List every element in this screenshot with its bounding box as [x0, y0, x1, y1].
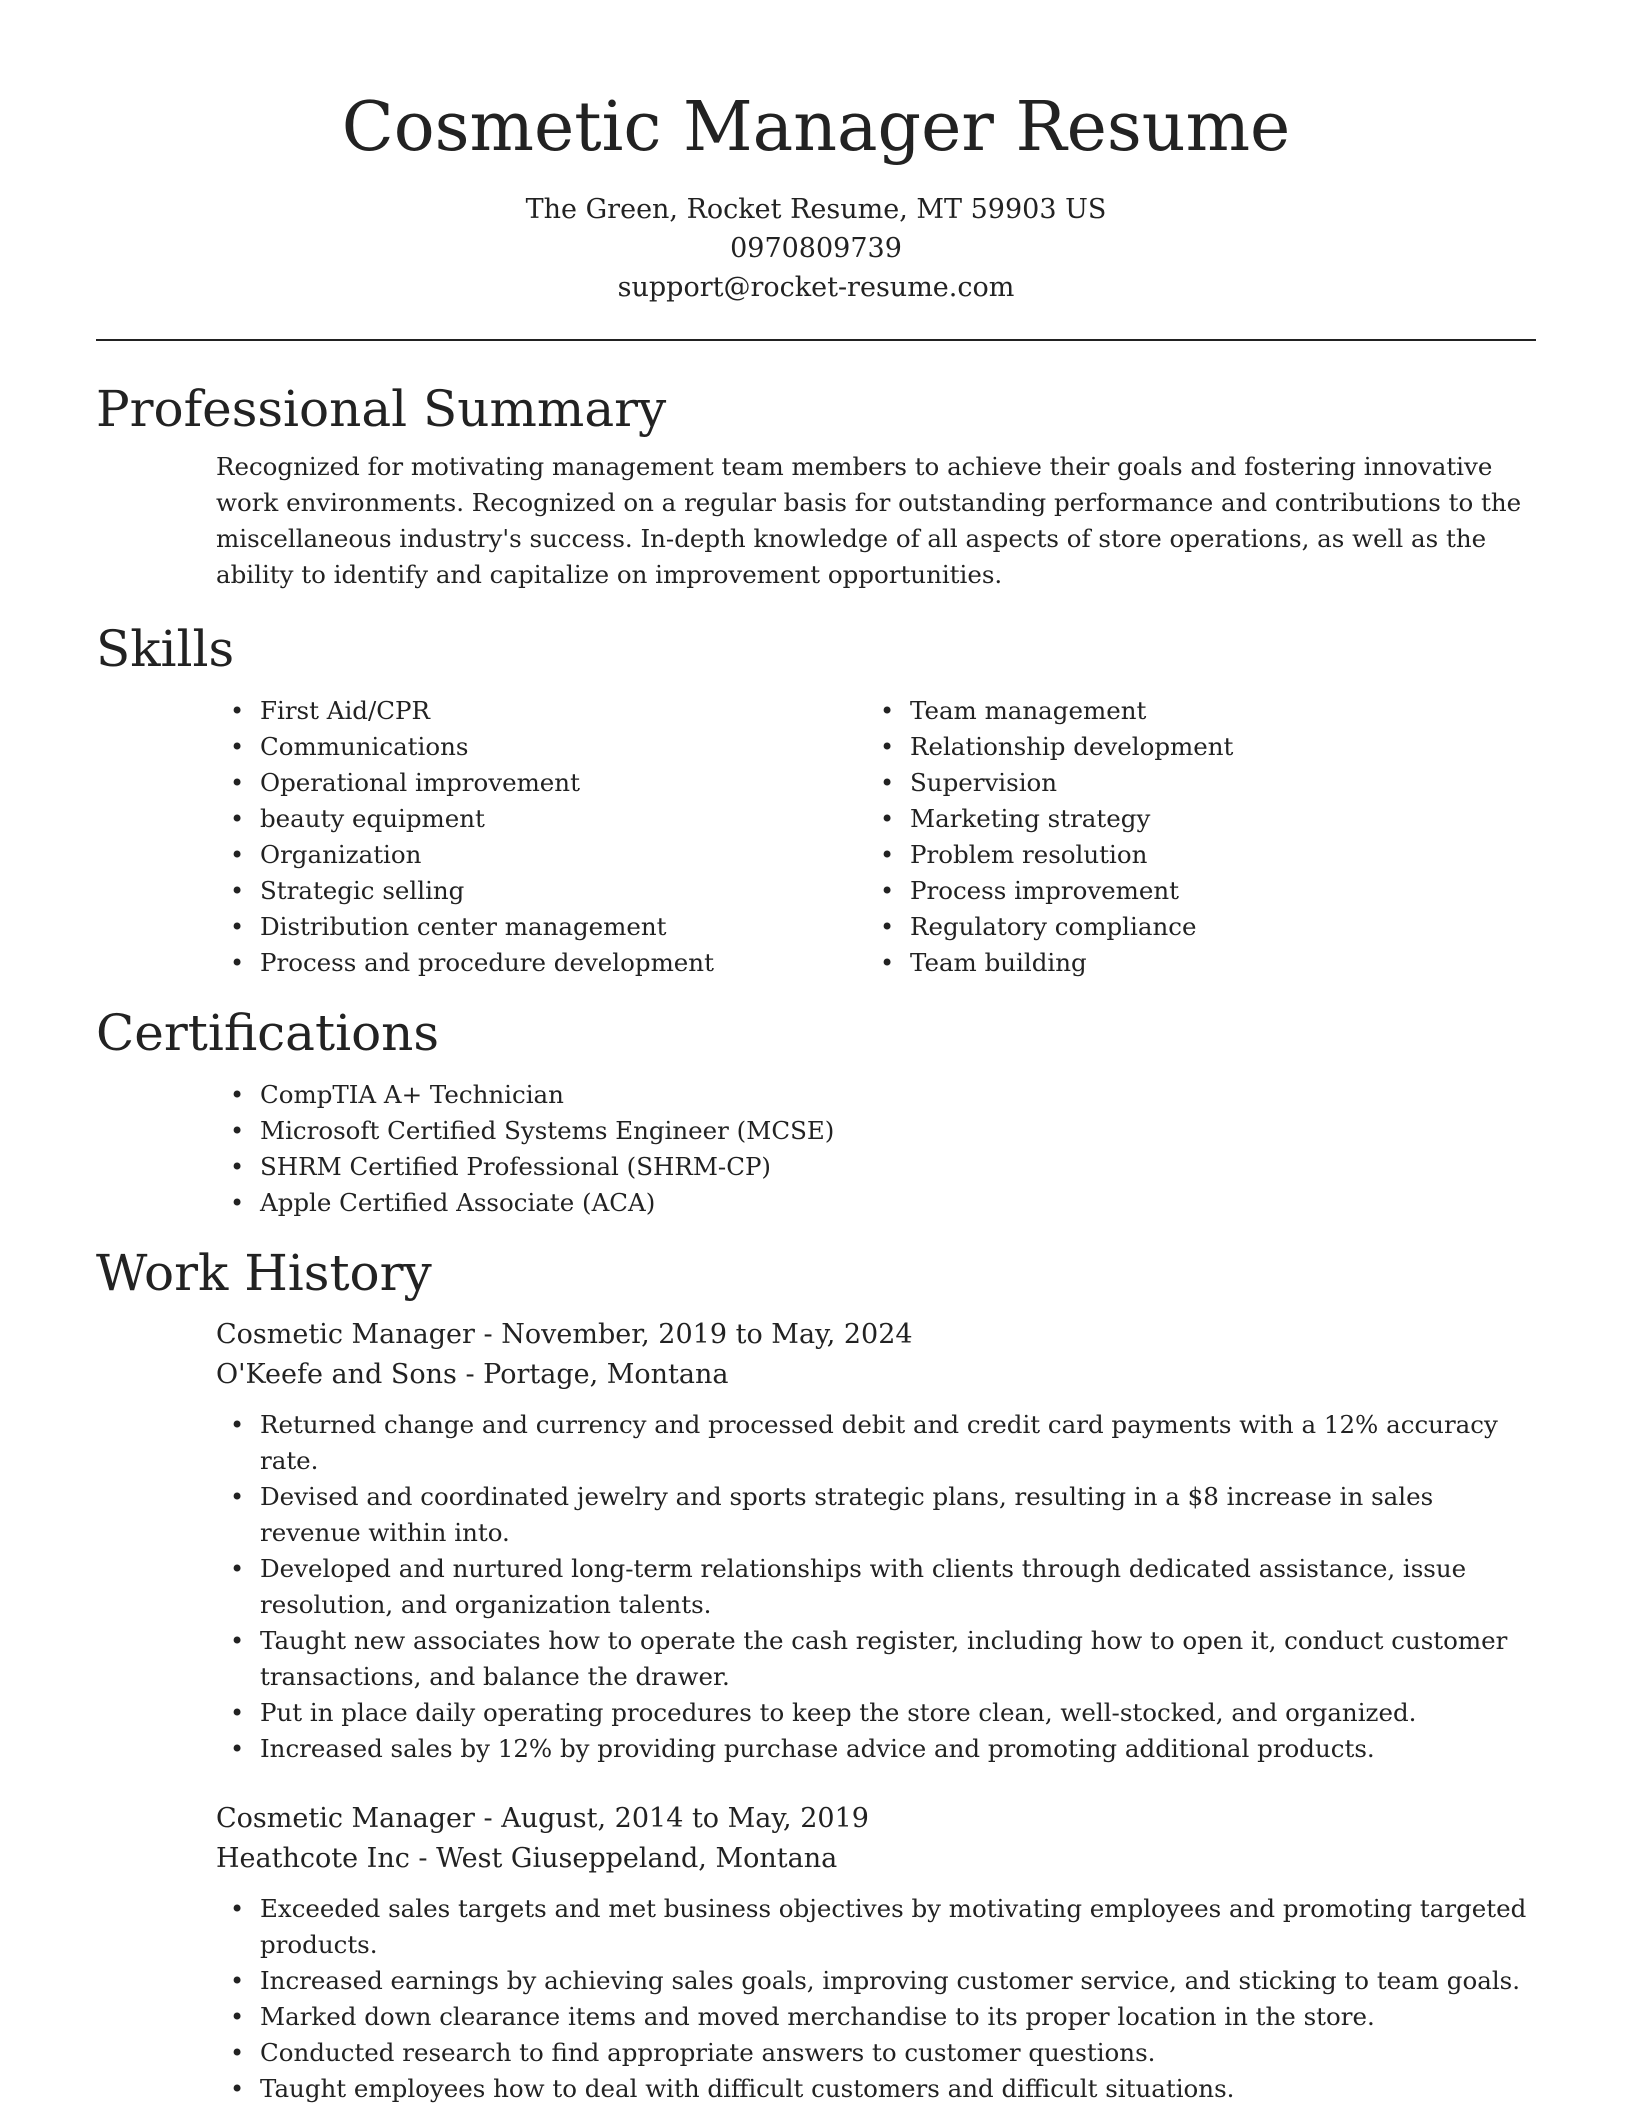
list-item: • Communications: [216, 729, 866, 765]
certifications-heading: Certifications: [96, 1004, 440, 1062]
bullet-icon: •: [230, 1627, 245, 1655]
bullet-icon: •: [880, 913, 895, 941]
job-entry: [216, 1315, 1536, 1767]
bullet-icon: •: [230, 841, 245, 869]
bullet-icon: •: [230, 2003, 245, 2031]
list-item: • Microsoft Certified Systems Engineer (MCSE): [216, 1113, 1536, 1149]
bullet-icon: •: [230, 1735, 245, 1763]
job-company-line: O'Keefe and Sons - Portage, Montana: [216, 1359, 729, 1390]
bullet-icon: •: [230, 733, 245, 761]
list-item: • Organization: [216, 837, 866, 873]
job-duties-list: [216, 1407, 1536, 1767]
bullet-icon: •: [880, 769, 895, 797]
contact-block: [96, 190, 1536, 307]
bullet-icon: •: [230, 769, 245, 797]
resume-title: Cosmetic Manager Resume: [341, 88, 1291, 167]
contact-address: The Green, Rocket Resume, MT 59903 US: [525, 194, 1107, 225]
bullet-icon: •: [230, 805, 245, 833]
certifications-list: [216, 1077, 1536, 1221]
bullet-icon: •: [230, 1081, 245, 1109]
job-duties-list: [216, 1891, 1536, 2107]
resume-page: [96, 0, 1536, 2107]
bullet-icon: •: [880, 841, 895, 869]
job-company-line: Heathcote Inc - West Giuseppeland, Montana: [216, 1843, 838, 1874]
bullet-icon: •: [230, 1411, 245, 1439]
summary-section: [96, 379, 1536, 593]
skills-list-right: [866, 693, 1486, 981]
list-item: • First Aid/CPR: [216, 693, 866, 729]
list-item: • Distribution center management: [216, 909, 866, 945]
bullet-icon: •: [880, 949, 895, 977]
skills-columns: [96, 693, 1536, 981]
contact-email: support@rocket-resume.com: [617, 272, 1015, 303]
bullet-icon: •: [230, 1699, 245, 1727]
list-item: • Team building: [866, 945, 1486, 981]
bullet-icon: •: [230, 949, 245, 977]
bullet-icon: •: [230, 1117, 245, 1145]
list-item: • CompTIA A+ Technician: [216, 1077, 1536, 1113]
list-item: • Increased sales by 12% by providing purchase advice and promoting additional products.: [216, 1731, 1536, 1767]
list-item: • Team management: [866, 693, 1486, 729]
bullet-icon: •: [230, 1153, 245, 1181]
list-item: • Regulatory compliance: [866, 909, 1486, 945]
bullet-icon: •: [230, 877, 245, 905]
list-item: • Operational improvement: [216, 765, 866, 801]
job-title-line: Cosmetic Manager - August, 2014 to May, 2019: [216, 1803, 869, 1834]
list-item: • Put in place daily operating procedures to keep the store clean, well-stocked, and organized.: [216, 1695, 1536, 1731]
job-entry: [216, 1799, 1536, 2107]
list-item: • Taught employees how to deal with difficult customers and difficult situations.: [216, 2071, 1536, 2107]
list-item: • Process and procedure development: [216, 945, 866, 981]
bullet-icon: •: [230, 1483, 245, 1511]
list-item: • Exceeded sales targets and met business objectives by motivating employees and promoting targeted products.: [216, 1891, 1536, 1963]
certifications-section: [96, 1003, 1536, 1221]
work-history-heading: Work History: [96, 1244, 432, 1302]
list-item: • Returned change and currency and processed debit and credit card payments with a 12% accuracy rate.: [216, 1407, 1536, 1479]
bullet-icon: •: [880, 697, 895, 725]
list-item: • Marketing strategy: [866, 801, 1486, 837]
list-item: • Supervision: [866, 765, 1486, 801]
list-item: • beauty equipment: [216, 801, 866, 837]
bullet-icon: •: [230, 2039, 245, 2067]
bullet-icon: •: [230, 1967, 245, 1995]
skills-heading: Skills: [96, 620, 235, 678]
bullet-icon: •: [230, 913, 245, 941]
list-item: • Taught new associates how to operate the cash register, including how to open it, conduct customer transactions, and balance the drawer.: [216, 1623, 1536, 1695]
contact-phone: 0970809739: [730, 233, 902, 264]
bullet-icon: •: [880, 805, 895, 833]
bullet-icon: •: [230, 697, 245, 725]
list-item: • Marked down clearance items and moved merchandise to its proper location in the store.: [216, 1999, 1536, 2035]
summary-heading: Professional Summary: [96, 380, 667, 438]
summary-text: Recognized for motivating management team members to achieve their goals and fostering innovative work environments. Recognized on a regular basis for outstanding performance and contributions to the miscellaneous industry's success. In-depth knowledge of all aspects of store operations, as well as the ability to identify and capitalize on improvement opportunities.: [216, 452, 1522, 589]
bullet-icon: •: [880, 733, 895, 761]
list-item: • Developed and nurtured long-term relationships with clients through dedicated assistance, issue resolution, and organization talents.: [216, 1551, 1536, 1623]
work-history-section: [96, 1243, 1536, 2107]
list-item: • Conducted research to find appropriate answers to customer questions.: [216, 2035, 1536, 2071]
bullet-icon: •: [880, 877, 895, 905]
list-item: • Devised and coordinated jewelry and sports strategic plans, resulting in a $8 increase in sales revenue within into.: [216, 1479, 1536, 1551]
job-title-line: Cosmetic Manager - November, 2019 to May, 2024: [216, 1319, 913, 1350]
list-item: • Apple Certified Associate (ACA): [216, 1185, 1536, 1221]
header-divider: [96, 339, 1536, 341]
list-item: • Increased earnings by achieving sales goals, improving customer service, and sticking to team goals.: [216, 1963, 1536, 1999]
bullet-icon: •: [230, 1895, 245, 1923]
bullet-icon: •: [230, 2075, 245, 2103]
list-item: • Strategic selling: [216, 873, 866, 909]
list-item: • Relationship development: [866, 729, 1486, 765]
bullet-icon: •: [230, 1555, 245, 1583]
skills-section: [96, 619, 1536, 981]
bullet-icon: •: [230, 1189, 245, 1217]
list-item: • Problem resolution: [866, 837, 1486, 873]
skills-list-left: [216, 693, 866, 981]
list-item: • Process improvement: [866, 873, 1486, 909]
list-item: • SHRM Certified Professional (SHRM-CP): [216, 1149, 1536, 1185]
